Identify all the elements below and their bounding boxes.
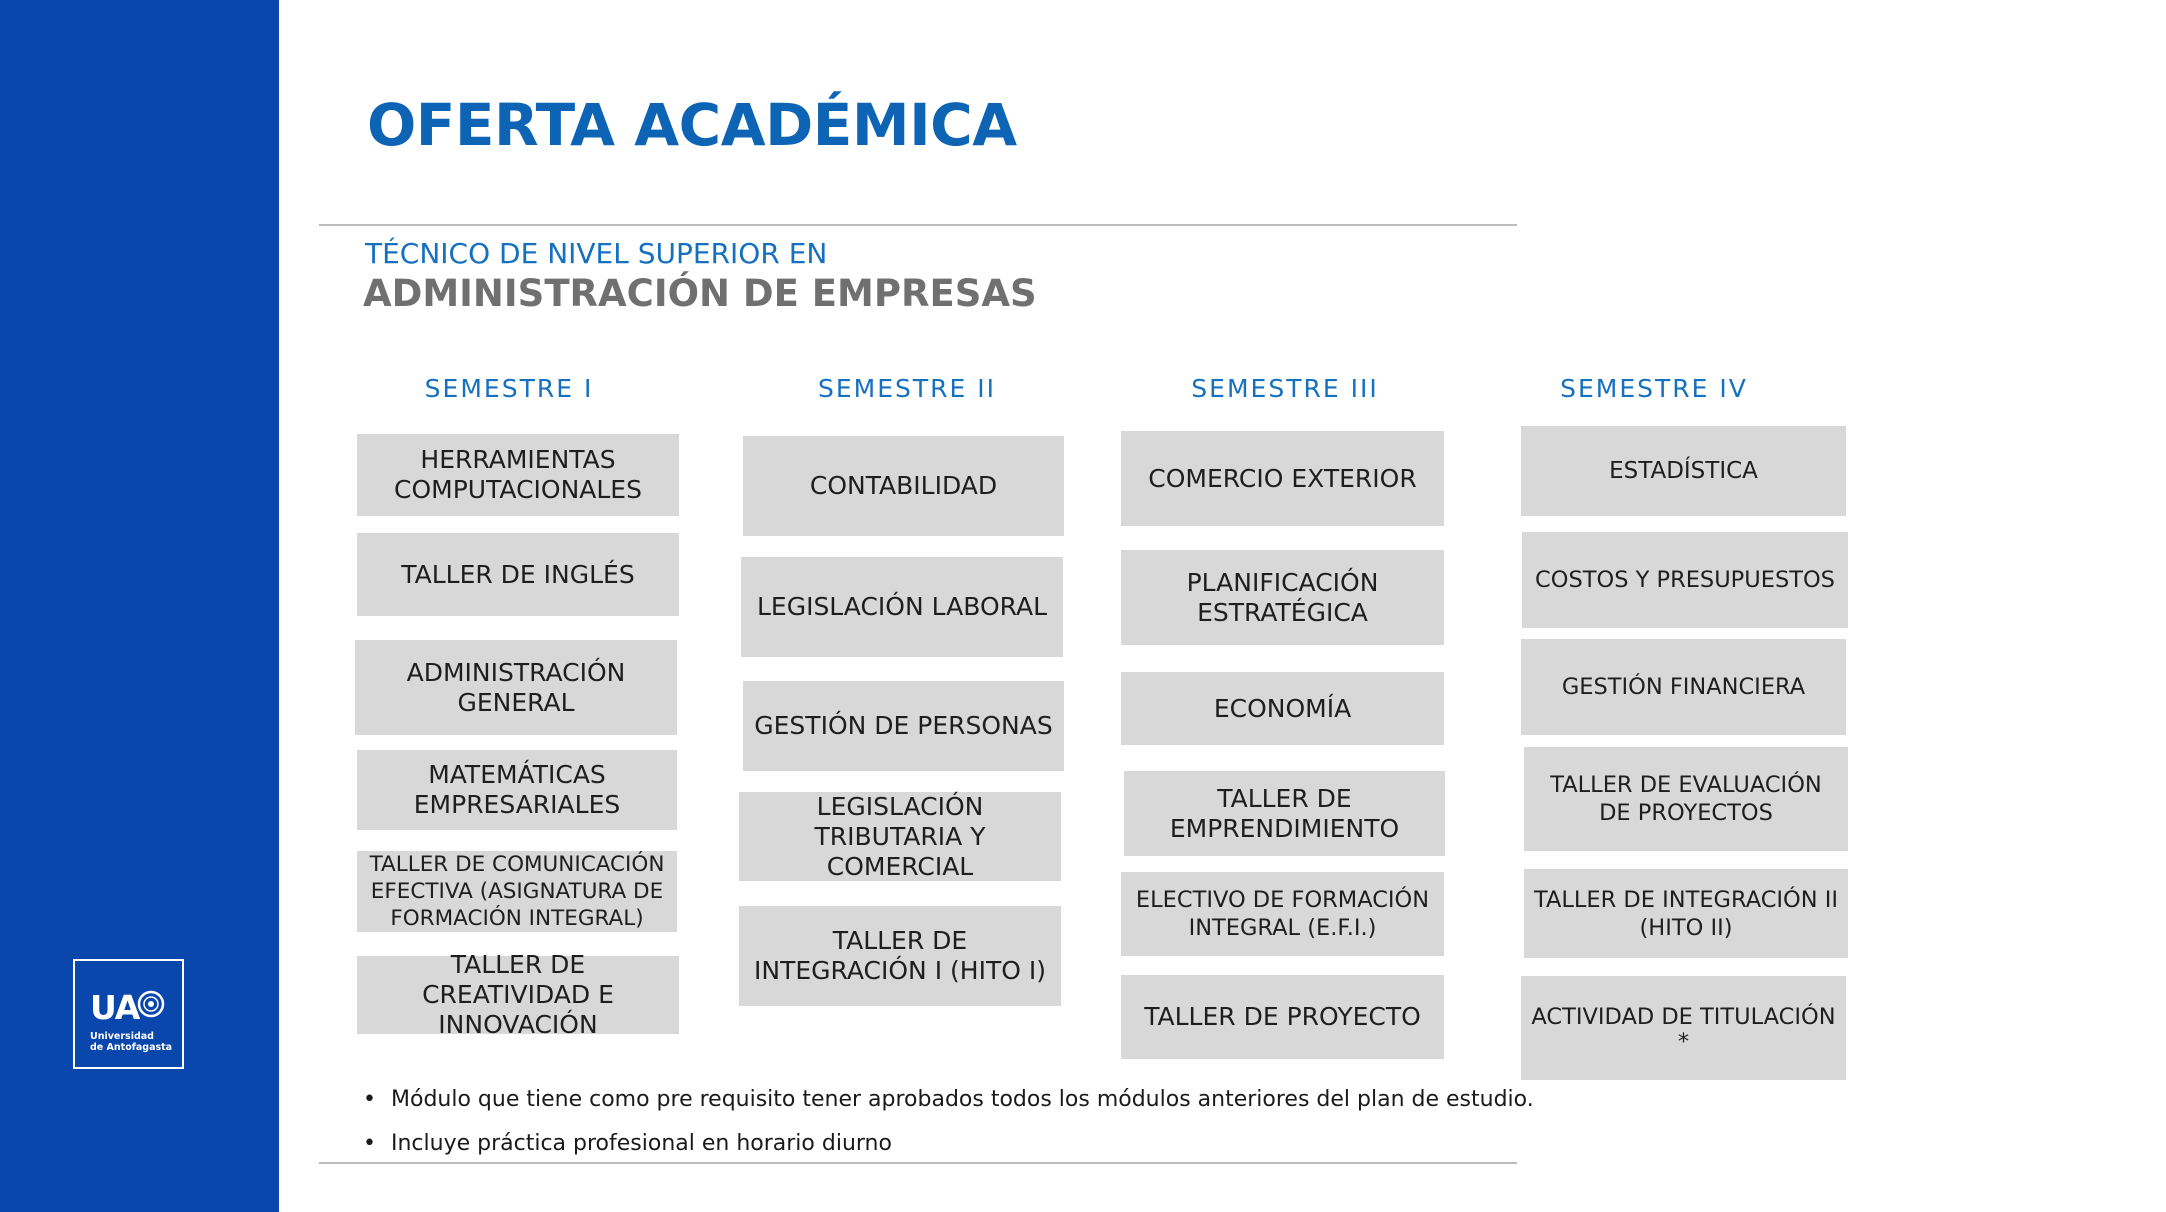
course-label: ADMINISTRACIÓN GENERAL <box>406 657 626 717</box>
course-box <box>1121 550 1444 645</box>
course-label: TALLER DE PROYECTO <box>1144 1002 1421 1031</box>
course-label: MATEMÁTICAS EMPRESARIALES <box>413 760 621 819</box>
course-label: TALLER DE COMUNICACIÓN EFECTIVA (ASIGNATURA DE FORMACIÓN INTEGRAL) <box>369 852 665 931</box>
course-label: LEGISLACIÓN LABORAL <box>756 592 1048 621</box>
course-label: GESTIÓN DE PERSONAS <box>754 711 1053 740</box>
logo-initials: UA <box>90 988 140 1027</box>
course-label: COSTOS Y PRESUPUESTOS <box>1535 567 1835 593</box>
course-box <box>1521 639 1846 735</box>
course-box <box>357 533 679 616</box>
course-box <box>741 557 1063 657</box>
university-logo <box>73 959 184 1069</box>
course-box <box>1522 532 1848 628</box>
course-box <box>743 681 1064 771</box>
course-label: ACTIVIDAD DE TITULACIÓN <box>1531 1004 1836 1030</box>
course-box <box>1121 975 1444 1059</box>
course-footnote-marker: * <box>1677 1029 1690 1055</box>
divider-top <box>319 224 1517 226</box>
logo-wordmark <box>90 1031 172 1053</box>
semester-3-heading: SEMESTRE III <box>1191 374 1379 403</box>
course-box <box>739 906 1061 1006</box>
course-label: HERRAMIENTAS COMPUTACIONALES <box>394 445 642 504</box>
sidebar-band <box>0 0 279 1212</box>
course-box <box>357 434 679 516</box>
course-box <box>1524 747 1848 851</box>
course-box <box>743 436 1064 536</box>
course-box <box>1121 872 1444 956</box>
course-box <box>1524 869 1848 958</box>
logo-line-1: Universidad <box>90 1031 154 1042</box>
course-box <box>357 851 677 932</box>
course-box <box>355 640 677 735</box>
bullet-icon: • <box>363 1131 376 1156</box>
page-title: OFERTA ACADÉMICA <box>367 91 1017 159</box>
course-label: TALLER DE INTEGRACIÓN I (HITO I) <box>754 926 1046 985</box>
course-box <box>1121 431 1444 526</box>
course-label: TALLER DE INTEGRACIÓN II (HITO II) <box>1533 886 1839 941</box>
course-label: TALLER DE EVALUACIÓN DE PROYECTOS <box>1550 772 1822 826</box>
divider-bottom <box>319 1162 1517 1164</box>
program-name: ADMINISTRACIÓN DE EMPRESAS <box>363 272 1037 315</box>
course-label: ECONOMÍA <box>1213 693 1352 723</box>
course-label: PLANIFICACIÓN ESTRATÉGICA <box>1186 567 1379 627</box>
logo-seal-icon <box>137 989 165 1019</box>
course-label: ELECTIVO DE FORMACIÓN INTEGRAL (E.F.I.) <box>1135 887 1430 941</box>
course-label: GESTIÓN FINANCIERA <box>1561 674 1806 700</box>
course-box <box>1124 771 1445 856</box>
course-label: LEGISLACIÓN TRIBUTARIA Y COMERCIAL <box>814 791 986 881</box>
semester-1-heading: SEMESTRE I <box>424 374 594 403</box>
course-label: COMERCIO EXTERIOR <box>1148 463 1417 493</box>
program-subtitle: TÉCNICO DE NIVEL SUPERIOR EN <box>365 237 828 270</box>
course-label: CONTABILIDAD <box>809 471 998 500</box>
course-box <box>357 950 679 1039</box>
course-box <box>739 792 1061 881</box>
semester-2-heading: SEMESTRE II <box>817 374 997 403</box>
logo-line-2: de Antofagasta <box>90 1042 173 1053</box>
course-box <box>357 750 677 830</box>
footnote-text: Módulo que tiene como pre requisito tener aprobados todos los módulos anteriores del plan de estudio. <box>391 1087 1534 1112</box>
semester-4-heading: SEMESTRE IV <box>1560 374 1748 403</box>
course-box <box>1521 426 1846 516</box>
course-label: ESTADÍSTICA <box>1609 458 1758 484</box>
course-label: TALLER DE CREATIVIDAD E INNOVACIÓN <box>422 950 614 1039</box>
course-label: TALLER DE EMPRENDIMIENTO <box>1169 783 1400 843</box>
course-box <box>1521 976 1846 1080</box>
course-label: TALLER DE INGLÉS <box>401 559 635 589</box>
bullet-icon: • <box>363 1087 376 1112</box>
footnote-item <box>363 1086 1534 1114</box>
footnote-text: Incluye práctica profesional en horario diurno <box>391 1131 892 1156</box>
course-box <box>1121 672 1444 745</box>
footnote-item <box>363 1130 892 1158</box>
